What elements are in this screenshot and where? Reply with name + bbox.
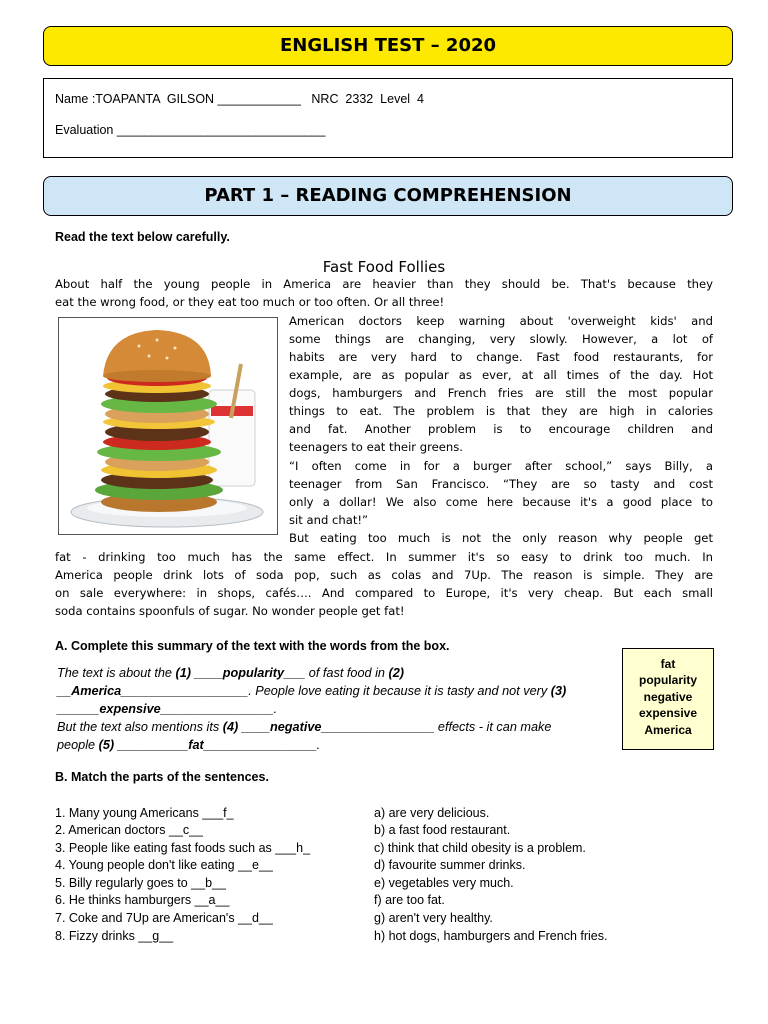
burger-illustration <box>59 318 277 534</box>
summary-line-5 <box>57 736 601 754</box>
word-box-item: expensive <box>638 706 698 721</box>
part1-banner <box>43 176 733 216</box>
word-box <box>622 648 714 750</box>
story-line: But eating too much is not the only reason why people get <box>289 531 713 545</box>
summary-line-4 <box>57 718 601 736</box>
blank-number: (4) <box>222 720 239 734</box>
story-line: America people drink lots of soda pop, such as colas and 7Up. The reason is simple. They are <box>55 568 713 582</box>
match-right-item: b) a fast food restaurant. <box>374 823 511 837</box>
story-line: things to eat. The problem is that they are high in calories <box>289 404 713 418</box>
story-line: teenager from San Francisco. “They are so tasty and cost <box>289 477 713 491</box>
match-right-item: a) are very delicious. <box>374 806 490 820</box>
story-line: eat the wrong food, or they eat too much or too often. Or all three! <box>55 295 445 309</box>
story-line: only a dollar! We also come here because it's a good place to <box>289 495 713 509</box>
story-line: habits are very hard to change. Fast food restaurants, for <box>289 350 713 364</box>
story-line: dogs, hamburgers and French fries are still the most popular <box>289 386 713 400</box>
story-line: fat - drinking too much has the same effect. In summer it's so easy to drink too much. In <box>55 550 713 564</box>
story-line: sit and chat!” <box>289 513 369 527</box>
name-line: Name :TOAPANTA GILSON ____________ NRC 2332 Level 4 <box>55 92 424 106</box>
answer-2[interactable]: __America__________________ <box>57 684 249 698</box>
reading-instruction: Read the text below carefully. <box>55 230 230 244</box>
match-left-item[interactable]: 6. He thinks hamburgers __a__ <box>55 893 230 907</box>
summary-text: . <box>273 702 278 716</box>
story-line: About half the young people in America are heavier than they should be. That's because they <box>55 277 713 291</box>
match-right-item: f) are too fat. <box>374 893 445 907</box>
summary-line-3 <box>57 700 601 718</box>
answer-5[interactable]: __________fat________________ <box>114 738 317 752</box>
evaluation-line: Evaluation ______________________________ <box>55 123 326 137</box>
story-title: Fast Food Follies <box>322 258 446 276</box>
test-title: ENGLISH TEST – 2020 <box>279 35 497 56</box>
word-box-item: popularity <box>638 673 697 688</box>
match-left-item[interactable]: 8. Fizzy drinks __g__ <box>55 929 174 943</box>
match-left-item[interactable]: 3. People like eating fast foods such as ___h_ <box>55 841 311 855</box>
word-box-item: fat <box>660 657 676 671</box>
blank-number: (5) <box>98 738 115 752</box>
summary-text: people <box>57 738 99 752</box>
summary-text: effects - it can make <box>434 720 552 734</box>
answer-3[interactable]: ______expensive________________ <box>57 702 274 716</box>
story-line: “I often come in for a burger after school,” says Billy, a <box>289 459 713 473</box>
answer-4[interactable]: ____negative________________ <box>238 720 435 734</box>
match-right-item: d) favourite summer drinks. <box>374 858 526 872</box>
blank-number: (2) <box>388 666 405 680</box>
match-left-item[interactable]: 7. Coke and 7Up are American's __d__ <box>55 911 273 925</box>
match-right-item: e) vegetables very much. <box>374 876 514 890</box>
test-title-banner <box>43 26 733 66</box>
student-info-box <box>43 78 733 158</box>
summary-text: . <box>316 738 321 752</box>
part1-title: PART 1 – READING COMPREHENSION <box>204 185 572 206</box>
story-line: teenagers to eat their greens. <box>289 440 463 454</box>
summary-text: The text is about the <box>57 666 176 680</box>
blank-number: (1) <box>175 666 192 680</box>
match-right-item: h) hot dogs, hamburgers and French fries. <box>374 929 608 943</box>
match-right-item: g) aren't very healthy. <box>374 911 493 925</box>
word-box-item: America <box>644 722 692 737</box>
section-b-instruction: B. Match the parts of the sentences. <box>55 770 269 784</box>
burger-image <box>58 317 278 535</box>
story-line: soda contains spoonfuls of sugar. No wonder people get fat! <box>55 604 405 618</box>
story-line: example, are as popular as ever, at all times of the day. Hot <box>289 368 713 382</box>
match-left-item[interactable]: 4. Young people don't like eating __e__ <box>55 858 273 872</box>
match-left-item[interactable]: 2. American doctors __c__ <box>55 823 203 837</box>
story-line: on sale everywhere: in shops, cafés…. And compared to Europe, it's very cheap. But each small <box>55 586 713 600</box>
answer-1[interactable]: ____popularity___ <box>191 666 309 680</box>
story-line: and fat. Another problem is to encourage children and <box>289 422 713 436</box>
word-box-item: negative <box>643 689 693 704</box>
match-left-item[interactable]: 1. Many young Americans ___f_ <box>55 806 234 820</box>
summary-text: of fast food in <box>308 666 389 680</box>
summary-line-2 <box>57 682 601 700</box>
match-right-item: c) think that child obesity is a problem. <box>374 841 586 855</box>
story-line: some things are changing, very slowly. However, a lot of <box>289 332 713 346</box>
story-line: American doctors keep warning about 'overweight kids' and <box>289 314 713 328</box>
summary-text: But the text also mentions its <box>57 720 223 734</box>
match-left-item[interactable]: 5. Billy regularly goes to __b__ <box>55 876 226 890</box>
summary-line-1 <box>57 664 601 682</box>
summary-text: . People love eating it because it is tasty and not very <box>248 684 551 698</box>
blank-number: (3) <box>550 684 567 698</box>
section-a-instruction: A. Complete this summary of the text with the words from the box. <box>55 639 450 653</box>
